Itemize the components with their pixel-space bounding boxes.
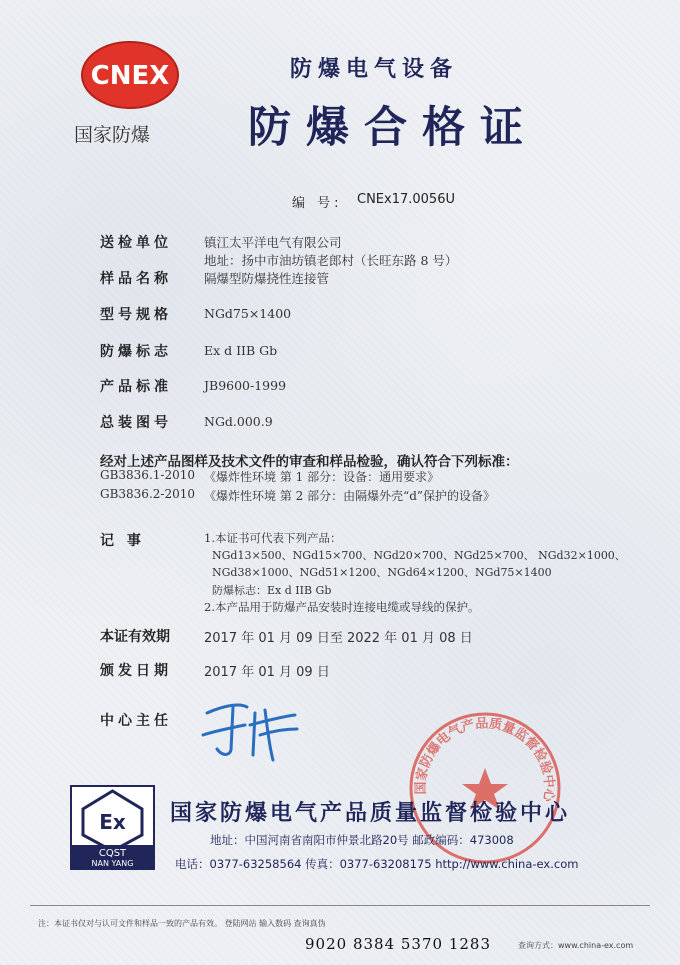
- cqst-ex-logo: [70, 785, 155, 870]
- serial-number: 9020 8384 5370 1283: [305, 935, 491, 953]
- director-signature: [195, 695, 305, 765]
- issue-date-label: 颁发日期: [100, 663, 172, 679]
- footer-divider: [30, 905, 650, 906]
- footer-note: 注：本证书仅对与认可文件和样品一致的产品有效。 登陆网站 输入数码 查询真伪: [38, 919, 326, 928]
- ex-logo-mark: Ex: [99, 810, 126, 834]
- standard-value: JB9600-1999: [204, 378, 287, 393]
- standard-title-2: 《爆炸性环境 第 2 部分：由隔爆外壳“d”保护的设备》: [204, 489, 496, 503]
- ex-logo-cqst: CQST: [98, 848, 127, 859]
- standard-label: 产品标准: [100, 379, 172, 395]
- standard-code-2: GB3836.2-2010: [100, 487, 195, 501]
- ex-mark-label: 防爆标志: [100, 344, 172, 360]
- certificate-number: CNEx17.0056U: [357, 192, 455, 207]
- standard-title-1: 《爆炸性环境 第 1 部分：设备：通用要求》: [204, 470, 440, 484]
- seal-text: 国家防爆电气产品质量监督检验中心: [413, 716, 557, 803]
- drawing-value: NGd.000.9: [204, 414, 273, 429]
- declaration-text: 经对上述产品图样及技术文件的审查和样品检验，确认符合下列标准：: [100, 454, 519, 470]
- notes-line-2: NGd13×500、NGd15×700、NGd20×700、NGd25×700、 NGd32×1000、: [212, 549, 626, 562]
- certificate-subtitle: 防爆电气设备: [290, 57, 459, 82]
- ex-mark-value: Ex d IIB Gb: [204, 343, 278, 358]
- applicant-address: 地址：扬中市油坊镇老郎村（长旺东路 8 号）: [204, 253, 458, 268]
- applicant-value: 镇江太平洋电气有限公司: [204, 235, 342, 250]
- notes-line-4: 防爆标志：Ex d IIB Gb: [212, 584, 332, 597]
- logo-brand-text: CNEX: [90, 61, 170, 91]
- validity-value: 2017 年 01 月 09 日至 2022 年 01 月 08 日: [204, 631, 473, 646]
- certificate-title: 防爆合格证: [248, 103, 538, 153]
- cnex-logo: [80, 40, 180, 110]
- applicant-label: 送检单位: [100, 235, 172, 251]
- director-label: 中心主任: [100, 713, 172, 729]
- product-label: 样品名称: [100, 271, 172, 287]
- issuer-address: 地址：中国河南省南阳市仲景北路20号 邮政编码：473008: [210, 833, 514, 847]
- model-value: NGd75×1400: [204, 306, 292, 321]
- model-label: 型号规格: [100, 307, 172, 323]
- drawing-label: 总装图号: [100, 415, 172, 431]
- notes-label: 记 事: [100, 533, 145, 549]
- standard-code-1: GB3836.1-2010: [100, 468, 195, 482]
- query-info: 查询方式：www.china-ex.com: [518, 941, 634, 950]
- notes-line-1: 1.本证书可代表下列产品：: [204, 531, 342, 545]
- issuer-contact: 电话：0377-63258564 传真：0377-63208175 http://www.china-ex.com: [175, 857, 579, 871]
- logo-caption: 国家防爆: [74, 124, 151, 146]
- issue-date-value: 2017 年 01 月 09 日: [204, 665, 330, 680]
- product-value: 隔爆型防爆挠性连接管: [204, 271, 330, 286]
- notes-line-5: 2.本产品用于防爆产品安装时连接电缆或导线的保护。: [204, 600, 480, 614]
- certificate-number-label: 编 号:: [292, 196, 343, 211]
- notes-line-3: NGd38×1000、NGd51×1200、NGd64×1200、NGd75×1400: [212, 566, 552, 579]
- ex-logo-city: NAN YANG: [91, 859, 134, 868]
- issuer-name: 国家防爆电气产品质量监督检验中心: [170, 801, 571, 826]
- validity-label: 本证有效期: [100, 629, 170, 645]
